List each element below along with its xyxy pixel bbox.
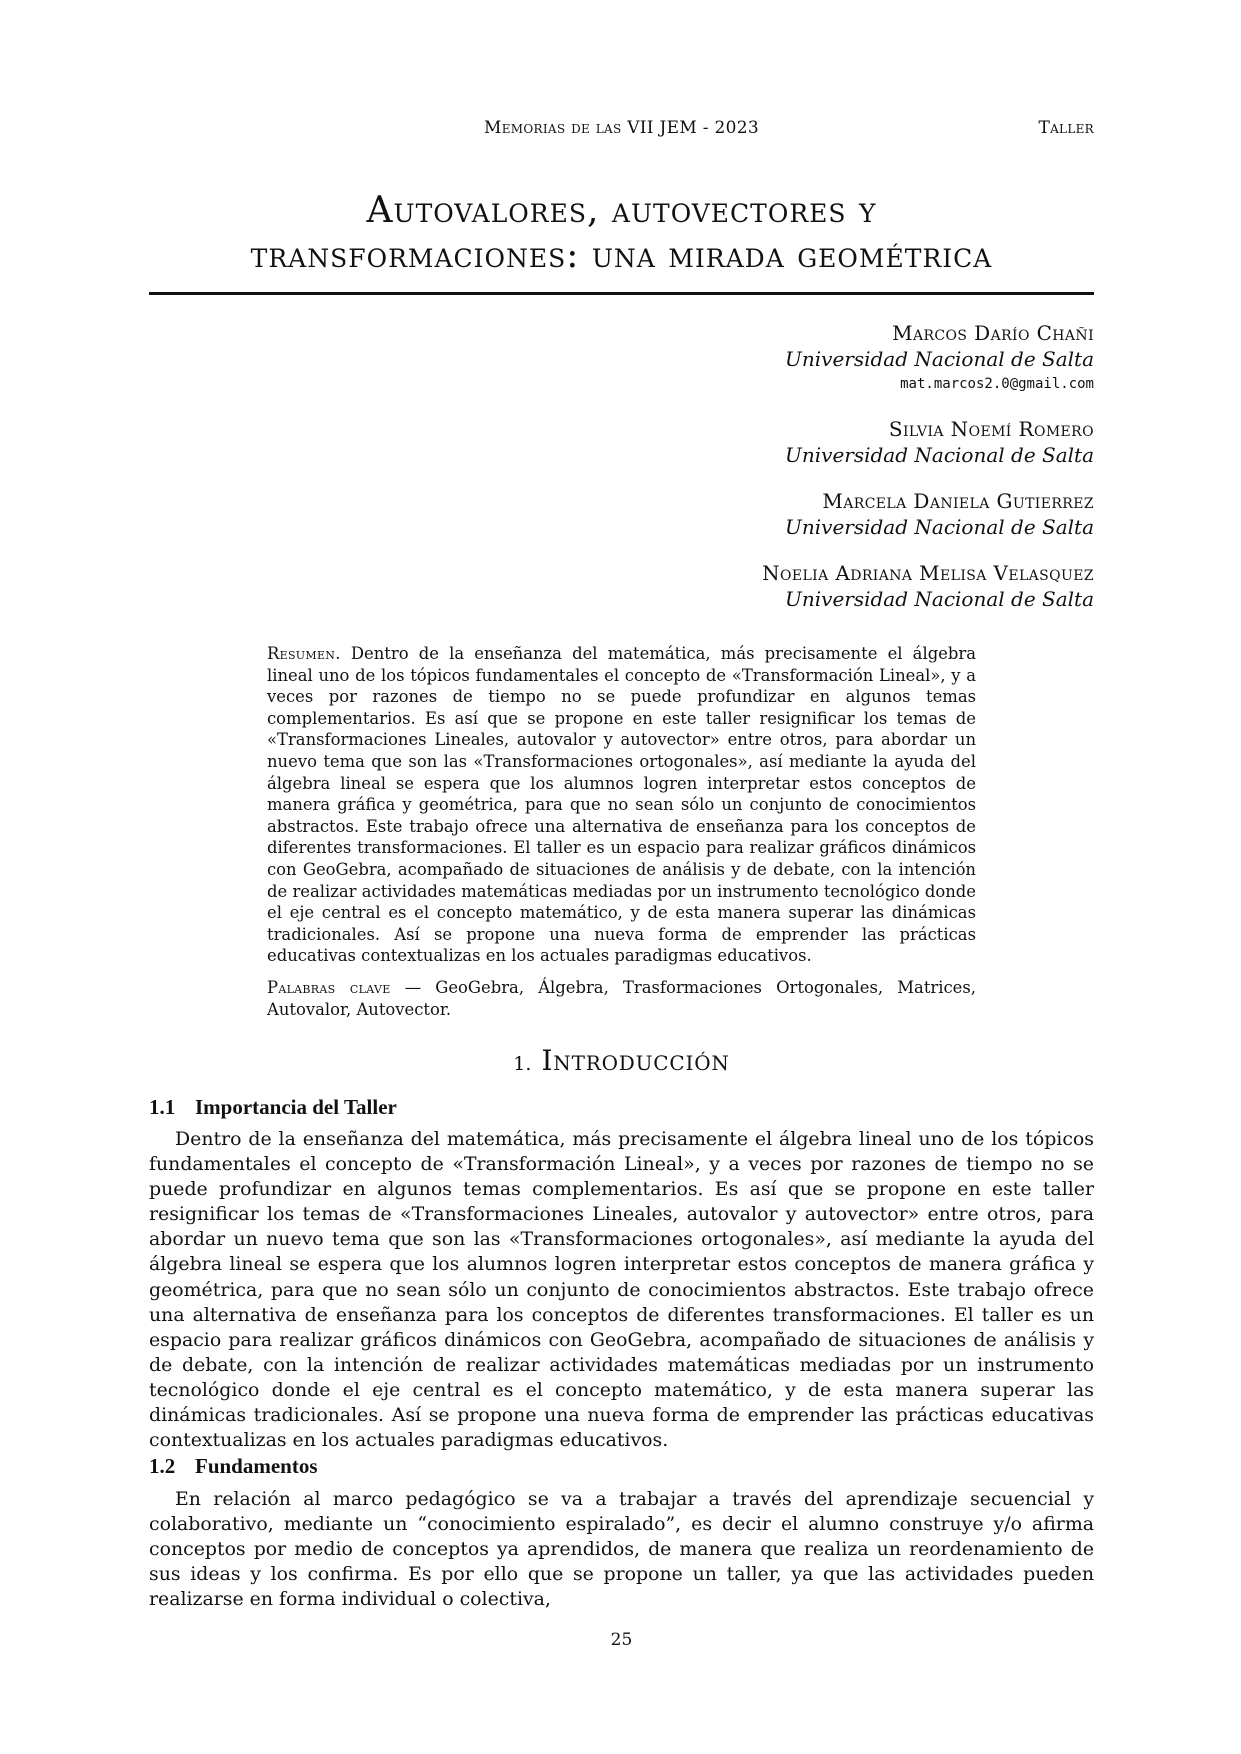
page-number: 25 (610, 1630, 633, 1650)
author-entry (394, 416, 1094, 468)
running-header-category: Taller (1038, 118, 1094, 138)
author-affiliation: Universidad Nacional de Salta (785, 347, 1094, 371)
author-entry (394, 488, 1094, 540)
author-name: Noelia Adriana Melisa Velasquez (762, 561, 1094, 585)
subsection-heading-fundamentos (149, 1453, 1094, 1479)
section-number: 1. (513, 1053, 532, 1075)
author-entry (394, 560, 1094, 612)
body-paragraph-importancia: Dentro de la enseñanza del matemática, más precisamente el álgebra lineal uno de los tópicos fundamentales el concepto de «Transformación Lineal», y a veces por razones de tiempo no se puede profundizar en algunos temas complementarios. Es así que se propone en este taller resignificar los temas de «Transformaciones Lineales, autovalor y autovector» entre otros, para abordar un nuevo tema que son las «Transformaciones ortogonales», así mediante la ayuda del álgebra lineal se espera que los alumnos logren interpretar estos conceptos de manera gráfica y geométrica, para que no sean sólo un conjunto de conocimientos abstractos. Este trabajo ofrece una alternativa de enseñanza para los conceptos de diferentes transformaciones. El taller es un espacio para realizar gráficos dinámicos con GeoGebra, acompañado de situaciones de análisis y de debate, con la intención de realizar actividades matemáticas mediadas por un instrumento tecnológico donde el eje central es el concepto matemático, y de esta manera superar las dinámicas tradicionales. Así se propone una nueva forma de emprender las prácticas educativas contextualizas en los actuales paradigmas educativos. (149, 1128, 1094, 1452)
subsection-number: 1.2 (149, 1454, 176, 1478)
abstract (267, 643, 976, 1030)
subsection-heading-importancia (149, 1094, 1094, 1120)
author-name: Marcos Darío Chañi (892, 321, 1094, 345)
author-name: Marcela Daniela Gutierrez (822, 489, 1094, 513)
section-heading-introduction (149, 1044, 1094, 1081)
paper-title-line-1: Autovalores, autovectores y (366, 190, 877, 231)
author-email: mat.marcos2.0@gmail.com (900, 376, 1094, 392)
abstract-text: Dentro de la enseñanza del matemática, más precisamente el álgebra lineal uno de los tópicos fundamentales el concepto de «Transformación Lineal», y a veces por razones de tiempo no se puede profundizar en algunos temas complementarios. Es así que se propone en este taller resignificar los temas de «Transformaciones Lineales, autovalor y autovector» entre otros, para abordar un nuevo tema que son las «Transformaciones ortogonales», así mediante la ayuda del álgebra lineal se espera que los alumnos logren interpretar estos conceptos de manera gráfica y geométrica, para que no sean sólo un conjunto de conocimientos abstractos. Este trabajo ofrece una alternativa de enseñanza para los conceptos de diferentes transformaciones. El taller es un espacio para realizar gráficos dinámicos con GeoGebra, acompañado de situaciones de análisis y de debate, con la intención de realizar actividades matemáticas mediadas por un instrumento tecnológico donde el eje central es el concepto matemático, y de esta manera superar las dinámicas tradicionales. Así se propone una nueva forma de emprender las prácticas educativas contextualizas en los actuales paradigmas educativos. (267, 644, 976, 966)
paper-page (149, 0, 1094, 1754)
subsection-number: 1.1 (149, 1095, 176, 1119)
running-header (149, 118, 1094, 144)
subsection-title: Fundamentos (195, 1454, 318, 1478)
abstract-paragraph (267, 643, 976, 967)
running-header-title: Memorias de las VII JEM - 2023 (484, 118, 759, 138)
author-affiliation: Universidad Nacional de Salta (785, 515, 1094, 539)
body-paragraph-fundamentos: En relación al marco pedagógico se va a trabajar a través del aprendizaje secuencial y colaborativo, mediante un “conocimiento espiralado”, es decir el alumno construye y/o afirma conceptos por medio de conceptos ya aprendidos, de manera que realiza un reordenamiento de sus ideas y los confirma. Es por ello que se propone un taller, ya que las actividades pueden realizarse en forma individual o colectiva, (149, 1488, 1094, 1611)
author-affiliation: Universidad Nacional de Salta (785, 443, 1094, 467)
keywords-text: GeoGebra, Álgebra, Trasformaciones Ortogonales, Matrices, Autovalor, Autovector. (267, 977, 976, 1019)
keywords-label: Palabras clave (267, 977, 391, 997)
author-name: Silvia Noemí Romero (888, 417, 1094, 441)
paper-title (149, 188, 1094, 278)
abstract-label: Resumen. (267, 644, 341, 663)
section-title: Introducción (541, 1044, 730, 1077)
keywords-paragraph: Palabras clave — GeoGebra, Álgebra, Trasformaciones Ortogonales, Matrices, Autovalor, Autovector. (267, 977, 976, 1019)
author-affiliation: Universidad Nacional de Salta (785, 587, 1094, 611)
subsection-title: Importancia del Taller (195, 1095, 397, 1119)
author-entry (394, 320, 1094, 396)
author-block (394, 320, 1094, 632)
title-rule (149, 292, 1094, 295)
paper-title-line-2: transformaciones: una mirada geométrica (250, 235, 993, 276)
